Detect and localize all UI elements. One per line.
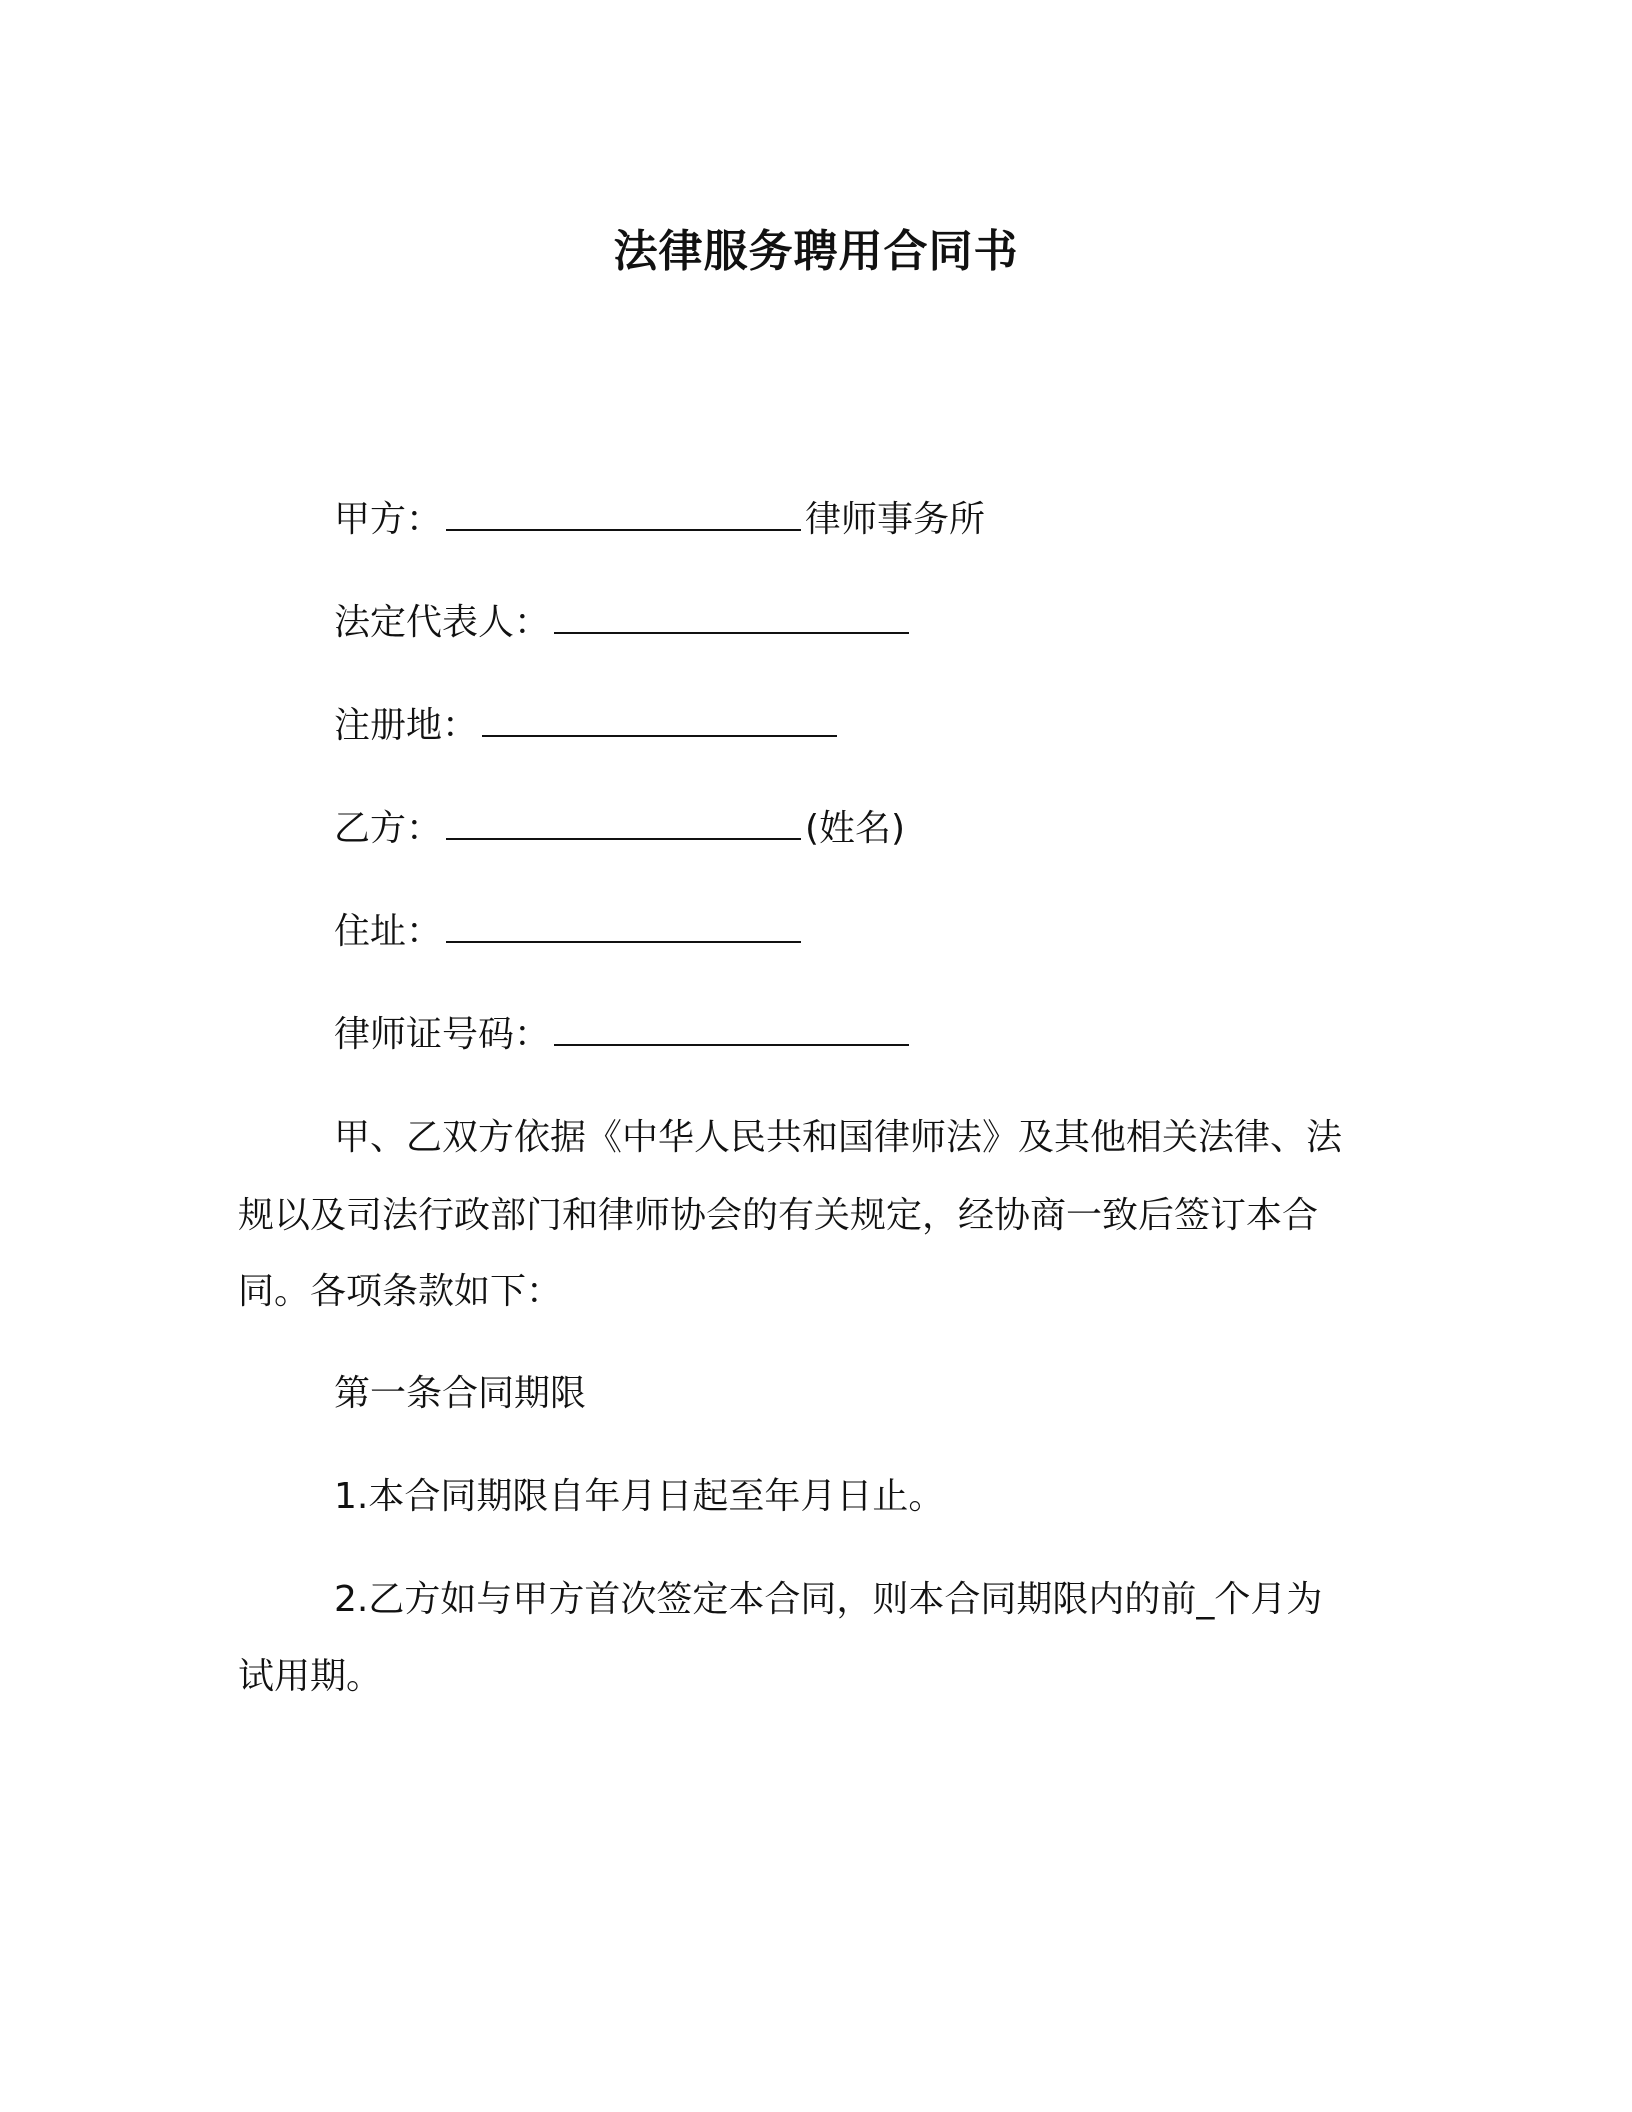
article-1-clause-2-line-2: 试用期。 <box>238 1656 383 1697</box>
address-field <box>334 907 805 957</box>
party-b-label: 乙方： <box>334 808 443 849</box>
party-a-label: 甲方： <box>334 499 443 540</box>
article-1-heading: 第一条合同期限 <box>334 1373 587 1414</box>
document-title: 法律服务聘用合同书 <box>613 226 1019 277</box>
preamble-line-3: 同。各项条款如下： <box>238 1271 563 1312</box>
party-b-blank <box>446 806 801 840</box>
address-label: 住址： <box>334 911 443 952</box>
lawyer-license-label: 律师证号码： <box>334 1014 551 1055</box>
legal-rep-blank <box>554 600 909 634</box>
party-a-suffix: 律师事务所 <box>805 499 986 540</box>
party-a-blank <box>446 497 801 531</box>
party-b-field <box>334 804 905 854</box>
legal-rep-field <box>334 598 913 648</box>
party-a-field <box>334 495 985 545</box>
lawyer-license-blank <box>554 1012 909 1046</box>
lawyer-license-field <box>334 1010 913 1060</box>
registered-address-blank <box>482 703 837 737</box>
article-1-clause-1: 1.本合同期限自年月日起至年月日止。 <box>334 1476 945 1517</box>
registered-address-label: 注册地： <box>334 705 479 746</box>
address-blank <box>446 909 801 943</box>
registered-address-field <box>334 701 841 751</box>
article-1-clause-2-line-1: 2.乙方如与甲方首次签定本合同，则本合同期限内的前_个月为 <box>334 1579 1323 1620</box>
preamble-line-1: 甲、乙双方依据《中华人民共和国律师法》及其他相关法律、法 <box>334 1117 1343 1158</box>
legal-rep-label: 法定代表人： <box>334 602 551 643</box>
preamble-line-2: 规以及司法行政部门和律师协会的有关规定，经协商一致后签订本合 <box>238 1195 1319 1236</box>
party-b-suffix: (姓名) <box>805 808 906 849</box>
